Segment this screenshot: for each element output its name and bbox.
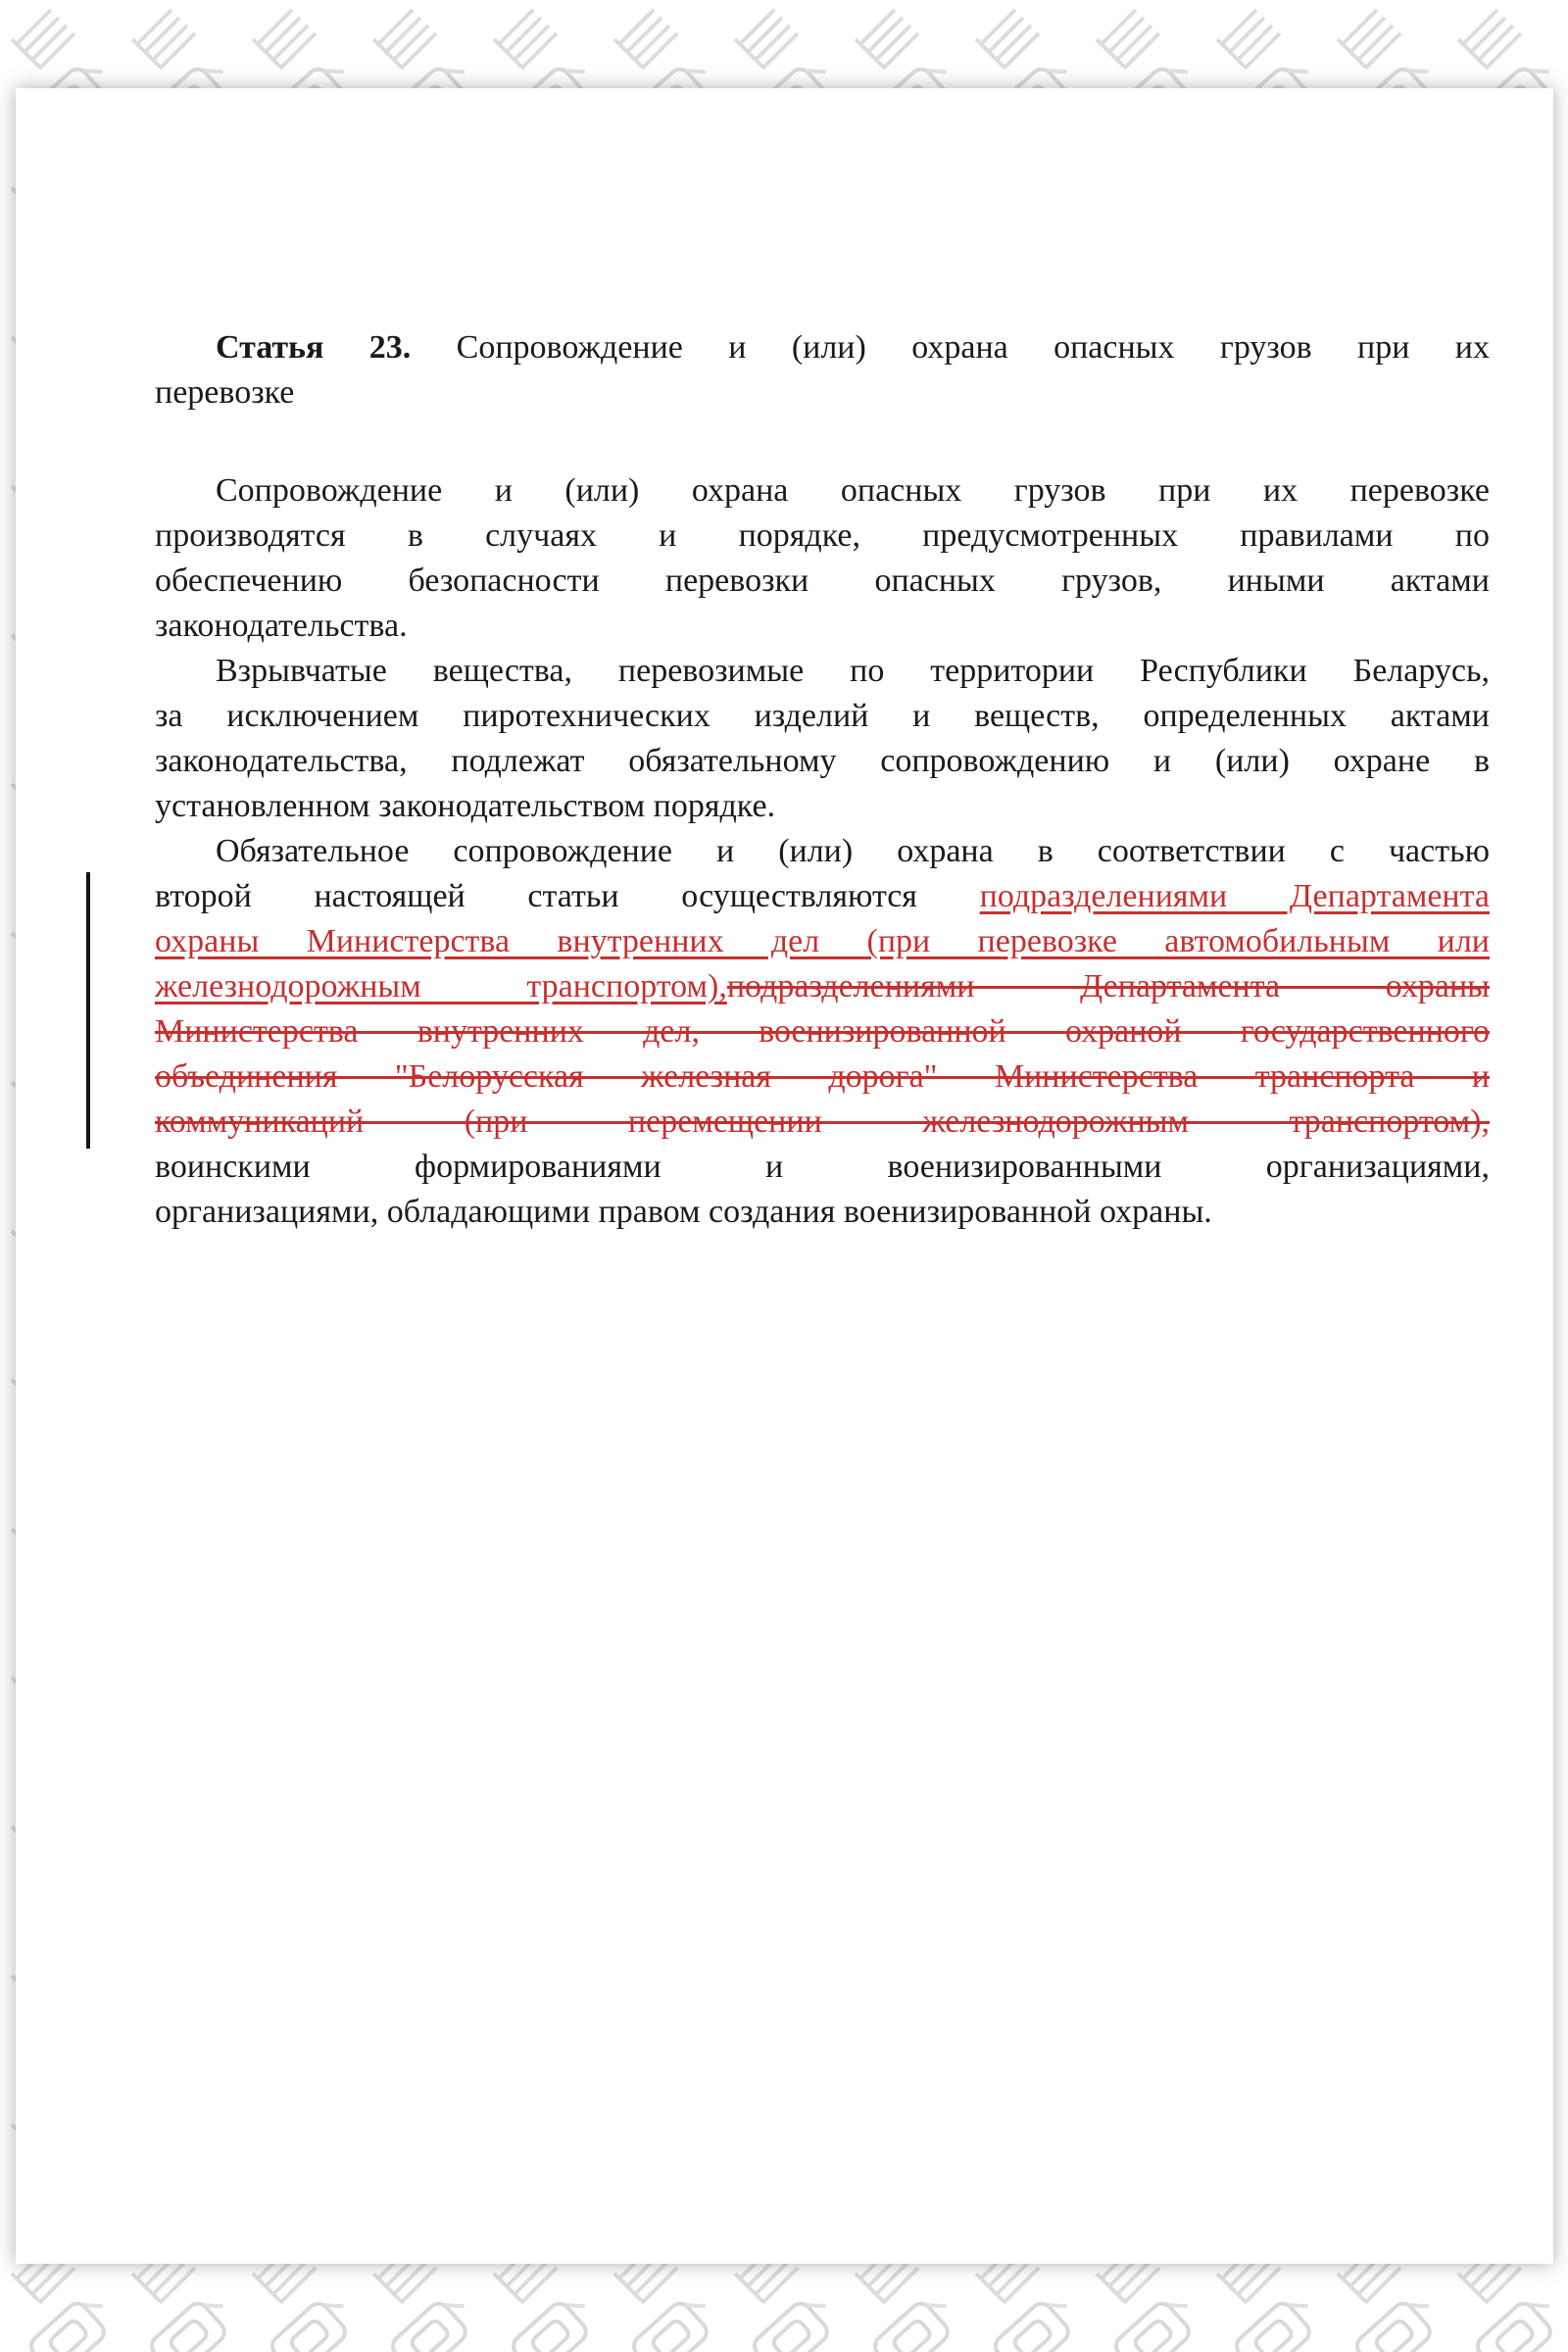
inserted-text: охраны Министерства внутренних дел (при перевозке автомобильным или: [155, 923, 1490, 959]
text-line: [155, 1190, 1490, 1235]
deleted-text: объединения "Белорусская железная дорога" Министерства транспорта и: [155, 1058, 1490, 1095]
text-line: [155, 1100, 1490, 1145]
text-segment: обеспечению безопасности перевозки опасных грузов, иными актами: [155, 563, 1490, 599]
text-segment: Обязательное сопровождение и (или) охрана в соответствии с частью: [216, 833, 1490, 869]
text-line: [155, 1145, 1490, 1190]
deleted-text: Министерства внутренних дел, военизированной охраной государственного: [155, 1013, 1490, 1050]
text-line: [155, 784, 1490, 829]
document-content: [155, 325, 1490, 1235]
document-page: [16, 88, 1553, 2264]
text-segment: за исключением пиротехнических изделий и веществ, определенных актами: [155, 698, 1490, 734]
text-segment: законодательства, подлежат обязательному сопровождению и (или) охране в: [155, 743, 1490, 779]
text-line: [155, 559, 1490, 604]
text-line: [155, 604, 1490, 649]
text-segment: производятся в случаях и порядке, предусмотренных правилами по: [155, 517, 1490, 554]
text-line: [155, 964, 1490, 1009]
revision-change-bar: [86, 872, 90, 1149]
text-line: [155, 1054, 1490, 1100]
text-segment: второй настоящей статьи осуществляются: [155, 878, 980, 914]
paragraph: [155, 468, 1490, 649]
deleted-text: коммуникаций (при перемещении железнодорожным транспортом),: [155, 1103, 1490, 1140]
text-line: [155, 874, 1490, 919]
paragraph: [155, 829, 1490, 1235]
paragraph: [155, 649, 1490, 829]
text-segment: перевозке: [155, 374, 295, 411]
deleted-text: подразделениями Департамента охраны: [726, 968, 1490, 1004]
text-segment: Сопровождение и (или) охрана опасных грузов при их перевозке: [216, 472, 1490, 509]
text-line: [155, 829, 1490, 874]
inserted-text: железнодорожным транспортом),: [155, 968, 727, 1004]
text-line: [155, 370, 1490, 416]
text-segment: законодательства.: [155, 608, 408, 644]
text-line: [155, 468, 1490, 514]
text-line: [155, 1009, 1490, 1054]
article-number-label: Статья 23.: [216, 329, 457, 366]
text-segment: установленном законодательством порядке.: [155, 788, 776, 824]
text-line: [155, 694, 1490, 739]
text-line: [155, 325, 1490, 370]
text-segment: воинскими формированиями и военизированными организациями,: [155, 1149, 1490, 1185]
text-line: [155, 649, 1490, 694]
text-line: [155, 739, 1490, 784]
text-segment: Взрывчатые вещества, перевозимые по территории Республики Беларусь,: [216, 653, 1490, 689]
inserted-text: подразделениями Департамента: [979, 878, 1490, 914]
text-segment: организациями, обладающими правом создания военизированной охраны.: [155, 1194, 1212, 1230]
article-title: [155, 325, 1490, 416]
text-line: [155, 919, 1490, 964]
text-line: [155, 514, 1490, 559]
text-segment: Сопровождение и (или) охрана опасных грузов при их: [456, 329, 1490, 366]
